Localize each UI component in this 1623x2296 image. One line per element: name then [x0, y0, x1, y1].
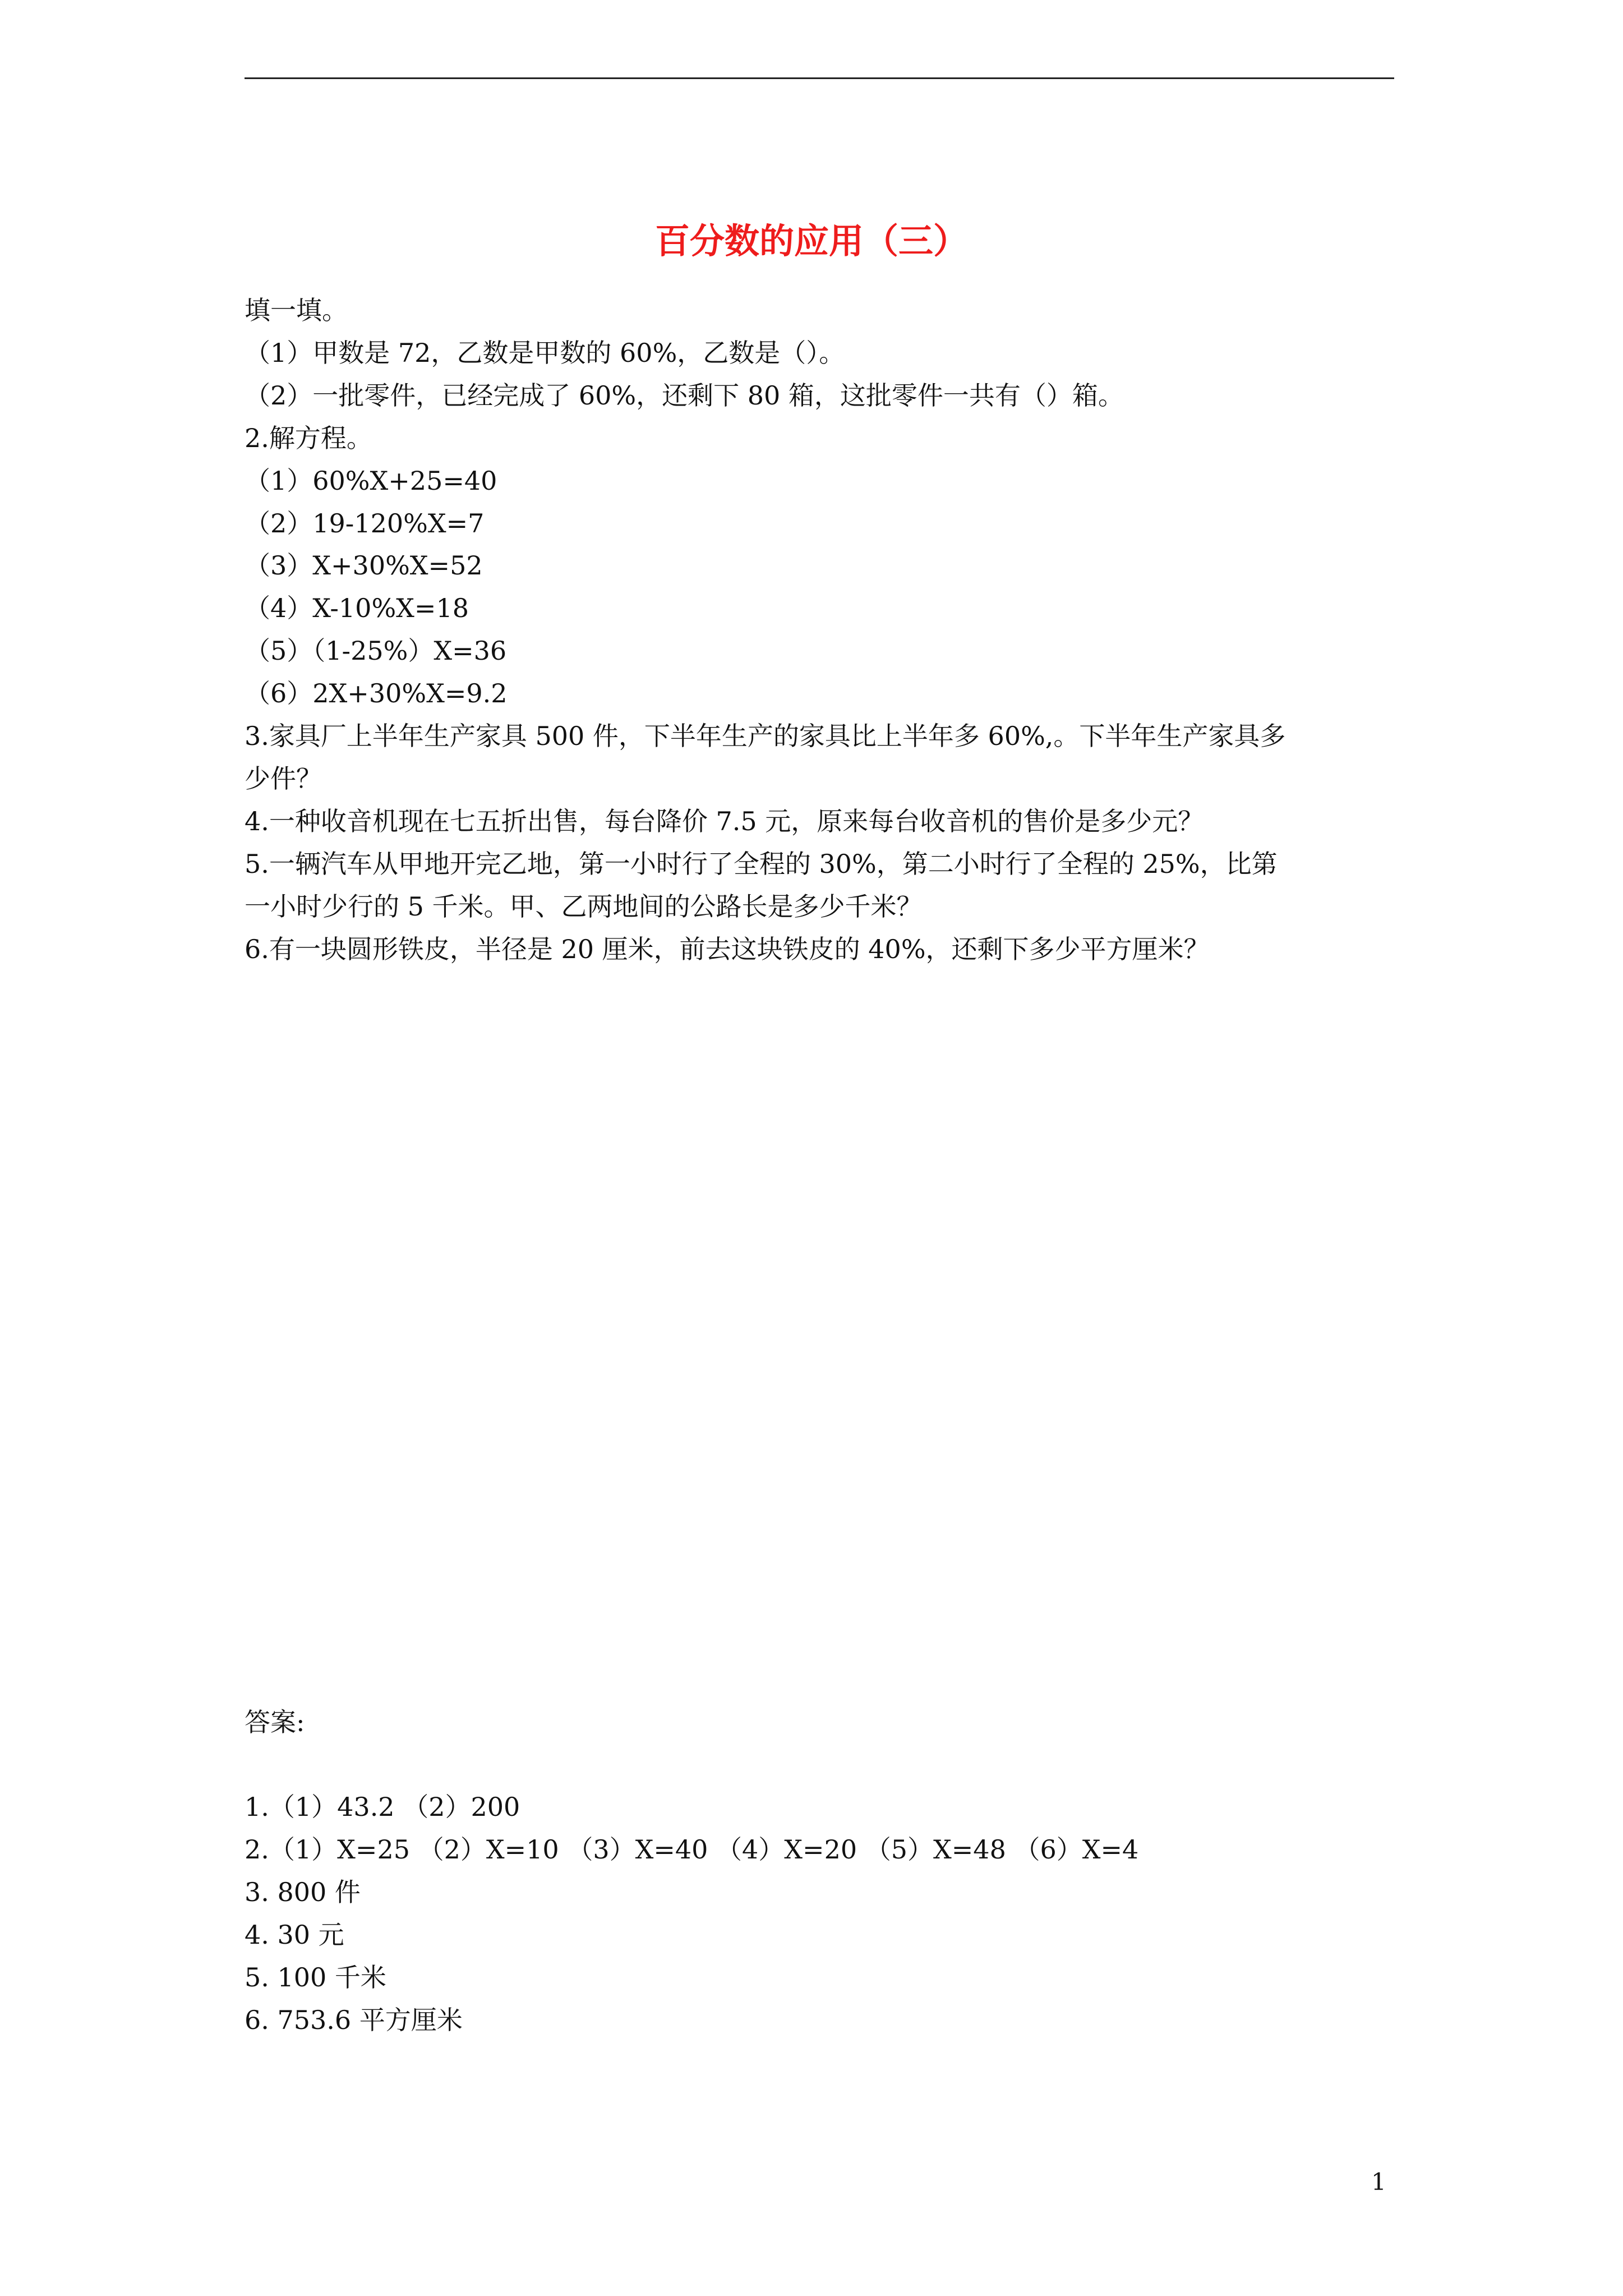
equation-6: （6）2X+30%X=9.2	[245, 678, 508, 708]
answer-2: 2.（1）X=25 （2）X=10 （3）X=40 （4）X=20 （5）X=48 （6）X=4	[245, 1834, 1139, 1865]
answer-4: 4. 30 元	[245, 1920, 344, 1950]
question-5-line1: 5.一辆汽车从甲地开完乙地，第一小时行了全程的 30%，第二小时行了全程的 25%，比第	[245, 849, 1278, 879]
question-1-1: （1）甲数是 72，乙数是甲数的 60%，乙数是（）。	[245, 338, 845, 368]
equation-2: （2）19-120%X=7	[245, 508, 485, 539]
answer-5: 5. 100 千米	[245, 1962, 386, 1993]
page-title: 百分数的应用（三）	[654, 220, 968, 261]
answers-heading: 答案:	[245, 1707, 305, 1737]
section1-heading: 填一填。	[245, 295, 348, 325]
answer-6: 6. 753.6 平方厘米	[245, 2005, 463, 2035]
answer-3: 3. 800 件	[245, 1877, 361, 1907]
question-4: 4.一种收音机现在七五折出售，每台降价 7.5 元，原来每台收音机的售价是多少元？	[245, 806, 1204, 836]
question-6: 6.有一块圆形铁皮，半径是 20 厘米，前去这块铁皮的 40%，还剩下多少平方厘米？	[245, 934, 1210, 964]
page-number: 1	[1371, 2168, 1386, 2196]
section2-heading: 2.解方程。	[245, 423, 372, 453]
question-3-line2: 少件？	[245, 763, 322, 794]
equation-5: （5）（1-25%）X=36	[245, 636, 507, 666]
header-rule	[245, 77, 1394, 79]
question-3-line1: 3.家具厂上半年生产家具 500 件，下半年生产的家具比上半年多 60%,。下半年生产家具多	[245, 721, 1286, 751]
question-5-line2: 一小时少行的 5 千米。甲、乙两地间的公路长是多少千米？	[245, 891, 923, 922]
equation-1: （1）60%X+25=40	[245, 466, 497, 496]
equation-3: （3）X+30%X=52	[245, 550, 483, 581]
answer-1: 1.（1）43.2 （2）200	[245, 1792, 520, 1822]
question-1-2: （2）一批零件，已经完成了 60%，还剩下 80 箱，这批零件一共有（）箱。	[245, 380, 1124, 411]
equation-4: （4）X-10%X=18	[245, 593, 469, 623]
